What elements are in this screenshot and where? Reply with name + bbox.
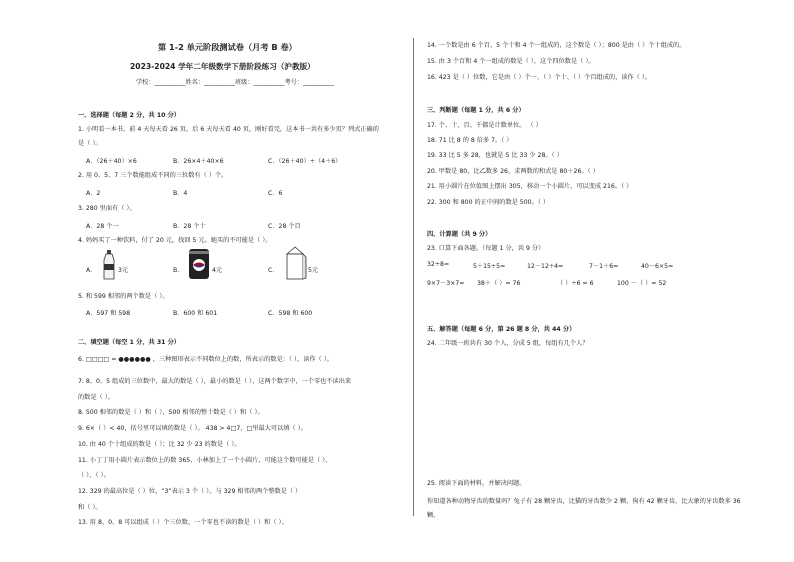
calc-item: 5＋15÷5= — [473, 263, 506, 270]
soda-can-icon — [188, 248, 210, 280]
question-24: 24. 二年级一班共有 30 个人，分成 5 组，每组有几个人？ — [427, 340, 589, 347]
calc-item: 7－1＋6= — [589, 263, 619, 270]
question-25-text: 你知道各种动物牙齿的数量吗？兔子有 28 颗牙齿，比猫的牙齿数少 2 颗，狗有 42 颗牙齿，比大象的牙齿数多 36 颗。 — [427, 498, 741, 519]
question-1-cont: 是（ ）。 — [78, 140, 102, 147]
question-16: 16. 423 是（ ）位数，它是由（ ）个一、（ ）个十、（ ）个百组成的，读作（ ）。 — [427, 74, 652, 81]
q1-option-b: B．26×4＋40×6 — [173, 158, 224, 165]
q3-option-c: C．28 个百 — [268, 223, 301, 230]
calc-item: 12－12÷4= — [527, 263, 564, 270]
column-divider — [413, 38, 414, 516]
q1-option-c: C．（26＋40）÷（4＋6） — [268, 158, 342, 165]
question-25: 25. 阅读下面的材料，并解决问题。 — [427, 480, 526, 487]
page-subtitle: 2023-2024 学年二年级数学下册阶段练习（沪教版） — [130, 62, 315, 71]
q2-option-a: A．2 — [86, 190, 101, 197]
question-15: 15. 由 3 个百和 4 个一组成的数是（ ），这个四位数是（ ）。 — [427, 58, 595, 65]
q4-price-c: 5元 — [308, 267, 319, 274]
student-info-line: 学校：__________姓名：__________班级：__________考号：__________ — [136, 79, 334, 86]
q4-option-b: B． — [173, 267, 184, 274]
calc-item: 32÷8= — [427, 261, 450, 268]
q1-option-a: A．（26＋40）×6 — [86, 158, 137, 165]
section-fill-title: 二、填空题（每空 1 分，共 31 分） — [78, 339, 180, 346]
question-19: 19. 33 比 5 多 28，也就是 5 比 33 少 28。（ ） — [427, 152, 563, 159]
question-12-cont: 和（ ）。 — [78, 504, 102, 511]
section-choice-title: 一、选择题（每题 2 分，共 10 分） — [78, 112, 180, 119]
question-9: 9. 6×（ ）< 40，括号里可以填的数是（ ）。 438 > 4□7，□里最大可以填（ ）。 — [78, 425, 307, 432]
q4-option-a: A． — [86, 267, 97, 274]
question-7: 7. 8、0、5 组成的三位数中，最大的数是（ ），最小的数是（ ），这两个数字中，一个零也不读出来 — [78, 378, 352, 385]
q3-option-b: B．28 个十 — [173, 223, 206, 230]
q4-price-a: 3元 — [118, 267, 129, 274]
question-6: 6. □□□□ = ●●●●●● ，三种图形表示不同数位上的数，所表示的数是：（ ），读作（ ）。 — [78, 356, 333, 363]
question-14: 14. 一个数是由 6 个百、5 个十和 4 个一组成的，这个数是（ ）；800 是由（ ）个十组成的。 — [427, 42, 686, 49]
question-22: 22. 300 和 800 的正中间的数是 500。（ ） — [427, 199, 550, 206]
section-calc-title: 四、计算题（共 9 分） — [427, 231, 492, 238]
question-1: 1. 小明看一本书，前 4 天每天看 26 页，后 6 天每天看 40 页，刚好看完，这本书一共有多少页？列式正确的 — [78, 126, 379, 133]
question-12: 12. 329 的最高位是（ ）位，“3”表示 3 个（ ）。与 329 相邻的两个整数是（ ） — [78, 488, 302, 495]
calc-item: 40－6×5= — [641, 263, 674, 270]
question-10: 10. 由 40 个十组成的数是（ ）；比 32 少 23 的数是（ ）。 — [78, 441, 241, 448]
question-4: 4. 妈妈买了一种饮料，付了 20 元，找回 5 元。她买的不可能是（ ）。 — [78, 237, 272, 244]
milk-carton-icon — [283, 246, 307, 280]
question-8: 8. 500 相邻的数是（ ）和（ ），500 相邻的整十数是（ ）和（ ）。 — [78, 409, 264, 416]
question-21: 21. 用小圆片在位值图上摆出 305，移动一个小圆片，可以变成 216。（ ） — [427, 183, 633, 190]
question-13: 13. 用 8、0、8 可以组成（ ）个三位数，一个零也不读的数是（ ）和（ ）。 — [78, 519, 288, 526]
page-title: 第 1-2 单元阶段测试卷（月考 B 卷） — [158, 42, 297, 52]
section-judge-title: 三、判断题（每题 1 分，共 6 分） — [427, 107, 525, 114]
calc-item: 9×7－3×7= — [427, 280, 465, 287]
q5-option-c: C．598 和 600 — [268, 310, 313, 317]
q5-option-a: A．597 和 598 — [86, 310, 131, 317]
calc-item: 100 －（ ）= 52 — [617, 280, 667, 287]
q5-option-b: B．600 和 601 — [173, 310, 218, 317]
calc-item: 38＋（ ）= 76 — [477, 280, 521, 287]
water-bottle-icon — [102, 250, 116, 280]
question-20: 20. 甲数是 80，比乙数多 26，求两数的和式是 80＋26。（ ） — [427, 168, 599, 175]
question-7-cont: 的数是（ ）。 — [78, 394, 114, 401]
section-solve-title: 五、解答题（每题 6 分，第 26 题 8 分，共 44 分） — [427, 326, 576, 333]
q2-option-b: B．4 — [173, 190, 188, 197]
q3-option-a: A．28 个一 — [86, 223, 119, 230]
question-2: 2. 用 0、5、7 三个数能组成不同的三位数有（ ）个。 — [78, 172, 228, 179]
question-17: 17. 个、十、百、千都是计数单位。 （ ） — [427, 122, 542, 129]
question-11-cont: （ ）、（ ）。 — [78, 472, 110, 479]
q4-option-c: C． — [268, 267, 279, 274]
question-3: 3. 280 里面有（ ）。 — [78, 205, 136, 212]
q2-option-c: C．6 — [268, 190, 283, 197]
question-11: 11. 小丁丁用小圆片表示数位上的数 365，小林加上了一个小圆片，可能这个数可能是（ ）、 — [78, 457, 332, 464]
q4-price-b: 4元 — [212, 267, 223, 274]
calc-item: （ ）÷6 = 6 — [557, 280, 594, 287]
question-5: 5. 和 599 相邻的两个数是（ ）。 — [78, 293, 169, 300]
question-18: 18. 71 比 8 的 8 倍多 7。（ ） — [427, 137, 513, 144]
question-23: 23. 口算下面各题。（每题 1 分，共 9 分） — [427, 245, 545, 252]
